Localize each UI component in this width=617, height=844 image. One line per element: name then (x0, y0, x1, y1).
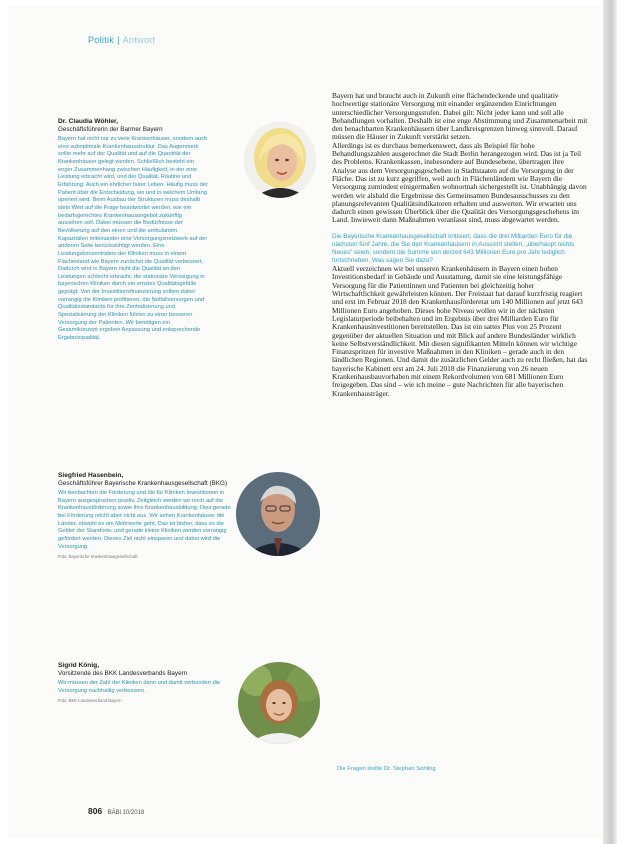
interviewee-name: Sigrid König, (58, 662, 100, 669)
section-separator: | (117, 35, 120, 45)
photo-credit: Foto: Bayerische Krankenhausgesellschaft (58, 554, 138, 560)
interviewee-role: Vorsitzende des BKK Landesverbands Bayern (58, 670, 188, 677)
portrait-hasenbein (236, 472, 320, 556)
interviewee-statement (58, 490, 234, 551)
article-paragraph: Bayern hat und braucht auch in Zukunft eine flächendeckende und qualitativ hochwertige stationäre Versorgung mit einander ergänzenden Einrichtungen unterschiedlicher Versorgungsstufen. Dabei gilt: Nicht jeder kann und soll alle Behandlungen vorhalten. Deshalb ist eine enge Abstimmung und Zusammenarbeit mit den benachbarten Krankenhäusern über Landkreisgrenzen hinweg sinnvoll. Darauf müssen die Häuser in Zukunft verstärkt setzen. (332, 91, 588, 142)
article-body (332, 92, 588, 225)
article-column (332, 92, 588, 398)
section-sub: Antwort (122, 35, 156, 45)
portrait-koenig-image (238, 662, 320, 744)
statement-text: Wir beobachten die Förderung und die für Kliniken Investitionen in Bayern ausgesprochen positiv. Zeitgleich werden wir noch auf die Krankenhausförderung sowie Ihre Krankenhausbildung. Dies gerade bei Förderung reicht aber nicht aus. Wir sehen Krankenhäuser die Länder, obwohl es um Mehrwerte geht. Das ist bisher, dass es die Gelder der Standorte, und gerade kleine Kliniken werden vorrangig gefördert werden. Dieses Ziel nicht einsparen und dabei wird die Versorgung. (58, 490, 231, 550)
portrait-koenig (238, 662, 320, 744)
interview-question: Die Bayerische Krankenhausgesellschaft kritisiert, dass die drei Milliarden Euro für die nächsten fünf Jahre, die Sie den Krankenhäusern in Aussicht stellen, „überhaupt nichts Neues“ seien, sondern die Summe von derzeit 643 Millionen Euro pro Jahr lediglich fortschrieben. Was sagen Sie dazu? (332, 232, 575, 265)
photo-credit: Foto: BKK Landesverband Bayern (58, 698, 122, 704)
portrait-woehler-image (244, 122, 316, 198)
portrait-hasenbein-image (236, 472, 320, 556)
binding-shadow (603, 0, 617, 844)
article-paragraph: Allerdings ist es durchaus bemerkenswert, dass als Beispiel für hohe Behandlungszahlen ausgerechnet die Stadt Berlin herangezogen wird. Das ist ja Teil des Problems. Krankenkassen, insbesondere auf Bundesebene, übertragen ihre Analyse aus dem Versorgungsgeschehen in Stadtstaaten auf die Versorgung in der Fläche. Das ist zu kurz gegriffen, weil auch in Flächenländern wie Bayern die Versorgung zumindest einigermaßen wohnortnah sichergestellt ist. Unabhängig davon werden wir alsbald die Ergebnisse des Gemeinsamen Bundesausschusses zu den planungsrelevanten Qualitätsindikatoren erhalten und auswerten. Wir erwarten uns dadurch einen gewissen Überblick über die Qualität des Versorgungsgeschehens im Land. Inwieweit dann Maßnahmen veranlasst sind, muss abgewartet werden. (332, 140, 587, 225)
interviewee-name: Siegfried Hasenbein, (58, 472, 124, 479)
interviewee-statement (58, 136, 208, 343)
section-main: Politik (88, 35, 115, 45)
interviewer-credit: Die Fragen stellte Dr. Stephan Sohling (337, 766, 436, 772)
article-body-2 (332, 265, 588, 398)
page-number: 806 (88, 806, 103, 816)
interviewee-role: Geschäftsführerin der Barmer Bayern (58, 126, 163, 133)
interviewee-name: Dr. Claudia Wöhler, (58, 118, 119, 125)
page-footer (88, 806, 144, 816)
statement-text: Wir müssen der Zahl der Kliniken dann und damit verbunden die Versorgung nachhaltig verbessern. (58, 680, 221, 694)
interview-block-koenig (58, 662, 238, 703)
magazine-issue: BÄBl 10/2018 (107, 810, 145, 816)
portrait-woehler (244, 122, 316, 198)
interviewee-role: Geschäftsführer Bayerische Krankenhausgesellschaft (BKG) (58, 480, 228, 487)
section-header (88, 35, 155, 45)
interview-block-hasenbein (58, 472, 258, 559)
article-paragraph: Aktuell verzeichnen wir bei unseren Krankenhäusern in Bayern einen hohen Investitionsbedarf in Gebäude und Ausstattung, damit sie eine leistungsfähige Versorgung für die Patientinnen und Patienten bei gleichzeitig hoher Wirtschaftlichkeit gewährleisten können. Der Freistaat hat darauf kurzfristig reagiert und erst im Februar 2018 den Krankenhausförderetat um 140 Millionen auf jetzt 643 Millionen Euro angehoben. Dieses hohe Niveau wollen wir in der nächsten Legislaturperiode beibehalten und im Ergebnis über drei Milliarden Euro für Krankenhausinvestitionen bereitstellen. Das ist ein sattes Plus von 25 Prozent gegenüber der aktuellen Situation und mit Blick auf andere Bundesländer wirklich keine Selbstverständlichkeit. Mit diesen signifikanten Mitteln können wir wichtige Finanzspritzen für investive Maßnahmen in den Kliniken – gerade auch in den ländlichen Regionen. Und damit die zusätzlichen Gelder auch zu recht fließen, hat das bayerische Kabinett erst am 24. Juli 2018 die Finanzierung von 26 neuen Krankenhausbauvorhaben mit einem Rekordvolumen von 681 Millionen Euro freigegeben. Das sind – wie ich meine – gute Nachrichten für alle bayerischen Krankenhausträger. (332, 264, 588, 398)
statement-text: Bayern hat nicht nur zu viele Krankenhäuser, sondern auch eine suboptimale Krankenhausstruktur. Das Augenmerk sollte mehr auf der Qualität und auf die Quantität der Krankenhäuser gelegt werden. Schließlich besteht ein enger Zusammenhang zwischen Häufigkeit, in der eine Leistung erbracht wird, und der Qualität, Routine und Erfahrung. Auch ein ehrlicher fairer Leben. Häufig muss der Patient über die Entscheidung, wo und in welchem Umfang operiert wird. Beim Ausbau der Strukturen muss deshalb stets Wert auf die Frage beantwortet werden, wie ein bedarfsgerechtes Krankenhausangebot zukünftig aussehen soll. Dabei müssen die Bedürfnisse der Bevölkerung auf den einen und die ambulanten Kapazitäten miteinander eine Versorgungsnetzwerk auf der anderen Seite berücksichtigt werden. Eine Leistungskonzentration der Kliniken muss in einem Flächenland wie Bayern zunächst die Qualität verbessert. Dadurch wird in Bayern nicht die Qualität an den Leistungen schlecht erbracht, die stationäre Versorgung in bayerischen Kliniken durch ein ernstes Qualitätsgefälle geprägt. Von der Investitionsfinanzierung sollten daher vorrangig die Kliniken profitieren, die Notfallversorgen und Qualitätsstandards für ihre Zentralisierung und Spezialisierung der Kliniken führen zu einer besseren Versorgung der Patienten. Wir benötigen ein Gesamtkonzept ergeben Anpassung und entsprechende Ergebnisqualität. (58, 136, 208, 342)
interviewee-statement (58, 680, 228, 695)
